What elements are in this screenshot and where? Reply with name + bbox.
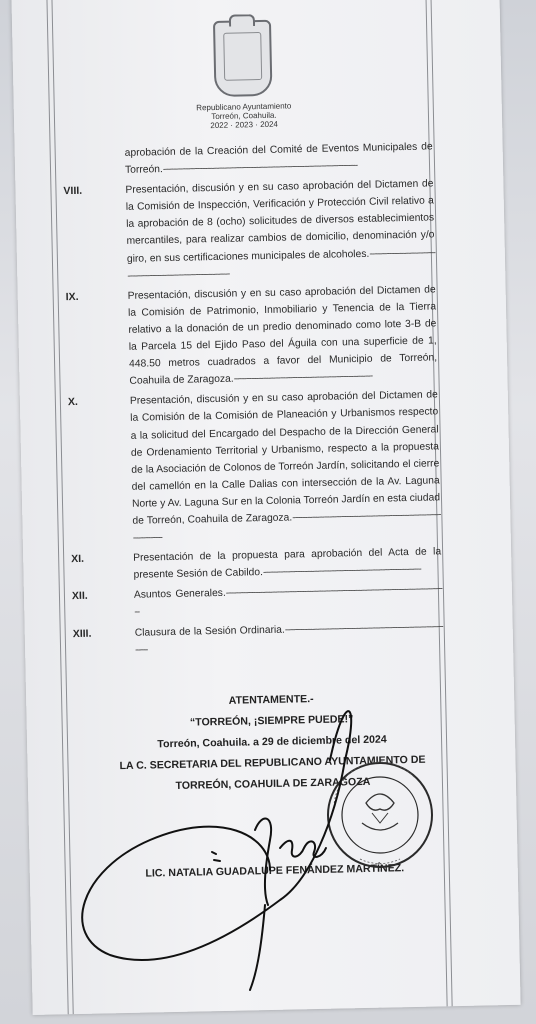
item-number: VIII. [63, 184, 83, 198]
document-page [11, 0, 520, 1015]
item-dashes: --------------------------------------------------------------------- [127, 246, 435, 282]
closing-line: TORREÓN, COAHUILA DE ZARAGOZA [175, 775, 371, 792]
item-number: XII. [71, 590, 88, 603]
agenda-item [63, 138, 434, 180]
item-number: XI. [71, 552, 85, 566]
agenda-item [68, 387, 441, 549]
item-text: Presentación, discusión y en su caso aprobación del Dictamen de la Comisión de Inspección, Verificación y Protección Civil relativo a la aprobación de 8 (ocho) solicitudes de diversos establecimientos mercantiles, para realizar cambios de domicilio, denominación y/o giro, en sus certificaciones municipales de alcoholes. [125, 178, 435, 265]
closing-line: Torreón, Coahuila. a 29 de diciembre del 2024 [157, 733, 387, 751]
closing-line: “TORREÓN, ¡SIEMPRE PUEDE!” [189, 713, 354, 729]
agenda-item [71, 544, 442, 586]
item-dashes: ------------------------------------------------------------------------------------------- [134, 583, 443, 619]
item-number: XIII. [72, 627, 92, 640]
item-dashes: ----------------------------------------------------------------- [262, 564, 421, 579]
item-number: IX. [65, 290, 79, 303]
item-text: Presentación, discusión y en su caso aprobación del Dictamen de la Comisión de Patrimonio, Inmobiliario y Tenencia de la Tierra relativo a la donación de un predio denominado como lote 3-B de la Parcela 15 del Ejido Paso del Águila con una superficie de 1, 448.50 metros cuadrados a favor del Municipio de Torreón, Coahuila de Zaragoza. [127, 284, 438, 388]
item-text: Clausura de la Sesión Ordinaria. [134, 624, 285, 639]
item-dashes: ------------------------------------------------------------------------- [132, 509, 441, 544]
item-text: Presentación de la propuesta para aprobación del Acta de la presente Sesión de Cabildo. [133, 546, 442, 582]
letterhead-line: 2022 · 2023 · 2024 [210, 119, 279, 131]
item-text: Presentación, discusión y en su caso aprobación del Dictamen de la Comisión de la Comisión de Planeación y Urbanismos respecto a la solicitud del Encargado del Despacho de la Dirección General de Ordenamiento Territorial y Urbanismo, respecto a la propuesta de la Asociación de Colonos de Torreón Jardín, solicitando el cierre del camellón en la Calle Dalias con intersección de la Av. Laguna Norte y Av. Laguna Sur en la Colonia Torreón Jardín en esta ciudad de Torreón, Coahuila de Zaragoza. [129, 389, 441, 527]
letterhead [152, 19, 334, 132]
closing-line: LA C. SECRETARIA DEL REPUBLICANO AYUNTAMIENTO DE [119, 753, 426, 773]
item-number: X. [67, 396, 78, 409]
item-dashes: -------------------------------------------------------------------------------- [162, 160, 358, 176]
agenda-item [73, 618, 444, 660]
letterhead-line: Torreón, Coahuila. [211, 110, 277, 122]
signer-name: LIC. NATALIA GUADALUPE FENÁNDEZ MARTÍNEZ. [145, 862, 405, 880]
coat-of-arms-icon [213, 20, 273, 97]
agenda-item [66, 281, 438, 391]
closing-line: ATENTAMENTE.- [228, 693, 314, 707]
agenda-list [63, 138, 444, 659]
item-dashes: ---------------------------------------------------------------------- [134, 620, 443, 656]
closing-block [86, 686, 458, 799]
letterhead-line: Republicano Ayuntamiento [196, 101, 292, 113]
agenda-item [72, 581, 443, 623]
item-dashes: --------------------------------------------------------- [233, 370, 373, 385]
agenda-item [63, 176, 435, 286]
item-text: Asuntos Generales. [133, 588, 226, 602]
item-text: aprobación de la Creación del Comité de Eventos Municipales de Torreón. [124, 141, 433, 176]
